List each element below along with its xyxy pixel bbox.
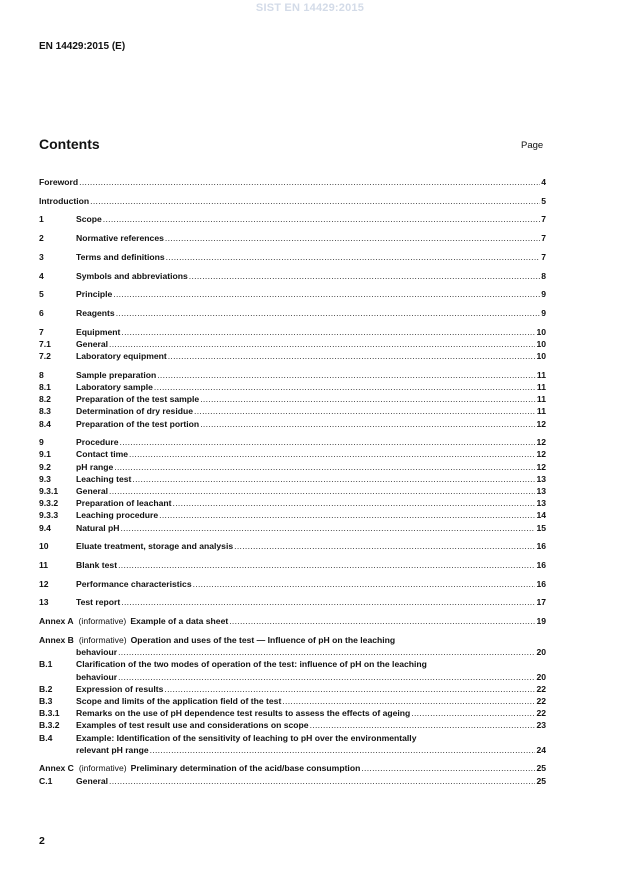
toc-leader-dots: [310, 719, 536, 731]
toc-entry-page: 22: [536, 695, 546, 706]
toc-leader-dots: [113, 288, 540, 300]
toc-entry-number: 7.2: [39, 351, 51, 362]
toc-leader-dots: [157, 369, 536, 381]
toc-entry[interactable]: [39, 634, 546, 658]
toc-entry-page: 11: [536, 394, 546, 405]
toc-entry[interactable]: [39, 497, 546, 509]
toc-entry-page: 16: [536, 560, 546, 571]
toc-entry-title: Preparation of the test portion: [76, 418, 200, 429]
toc-entry-page: 19: [536, 616, 546, 627]
toc-entry-title: Examples of test result use and considerations on scope: [76, 720, 309, 731]
toc-entry[interactable]: [39, 719, 546, 731]
toc-entry-number: C.1: [39, 775, 53, 786]
toc-entry-title: Example of a data sheet: [130, 616, 229, 627]
toc-entry-note: (informative): [78, 763, 127, 774]
toc-entry-number: 9.3: [39, 473, 51, 484]
toc-entry[interactable]: [39, 762, 546, 774]
table-of-contents: [39, 176, 546, 787]
toc-entry-title: Remarks on the use of pH dependence test results to assess the effects of ageing: [76, 708, 411, 719]
toc-entry[interactable]: [39, 658, 546, 682]
toc-entry-page: 20: [536, 671, 546, 682]
toc-leader-dots: [200, 418, 535, 430]
toc-entry-title: Eluate treatment, storage and analysis: [76, 541, 234, 552]
toc-entry-title: Performance characteristics: [76, 578, 192, 589]
toc-leader-dots: [229, 615, 535, 627]
toc-leader-dots: [79, 176, 540, 188]
toc-entry-title: pH range: [76, 461, 114, 472]
toc-leader-dots: [166, 251, 541, 263]
toc-entry-page: 11: [536, 369, 546, 380]
toc-entry[interactable]: [39, 393, 546, 405]
toc-entry-page: 13: [536, 473, 546, 484]
toc-leader-dots: [164, 683, 535, 695]
toc-leader-dots: [200, 393, 536, 405]
toc-entry-title: Example: Identification of the sensitivity of leaching to pH over the environmentally: [76, 732, 417, 743]
toc-leader-dots: [114, 461, 535, 473]
toc-leader-dots: [118, 671, 535, 683]
toc-leader-dots: [189, 270, 540, 282]
toc-entry-number: B.1: [39, 659, 53, 670]
toc-leader-dots: [173, 497, 536, 509]
toc-entry[interactable]: [39, 775, 546, 787]
toc-leader-dots: [118, 559, 535, 571]
toc-entry-title: Procedure: [76, 437, 119, 448]
toc-entry-page: 7: [541, 251, 546, 262]
toc-leader-dots: [120, 522, 535, 534]
toc-entry-number: 9.1: [39, 449, 51, 460]
toc-entry-title: Equipment: [76, 326, 121, 337]
toc-entry-title: Principle: [76, 289, 113, 300]
toc-entry-title: Leaching procedure: [76, 510, 159, 521]
toc-entry-number: 8.2: [39, 394, 51, 405]
toc-entry-page: 22: [536, 683, 546, 694]
toc-entry-number: B.4: [39, 732, 53, 743]
toc-entry[interactable]: [39, 436, 546, 448]
toc-entry-title: Blank test: [76, 560, 118, 571]
toc-entry-page: 10: [536, 326, 546, 337]
toc-entry-number: Annex A: [39, 616, 74, 627]
toc-leader-dots: [168, 350, 536, 362]
toc-entry-title: Operation and uses of the test — Influence of pH on the leaching: [130, 634, 396, 645]
toc-entry-title: Scope: [76, 214, 102, 225]
toc-entry[interactable]: [39, 176, 546, 188]
toc-entry-note: (informative): [78, 634, 127, 645]
toc-entry[interactable]: [39, 326, 546, 338]
toc-entry-title: behaviour: [76, 671, 118, 682]
toc-entry-number: 1: [39, 214, 44, 225]
toc-entry-number: B.2: [39, 683, 53, 694]
toc-entry-page: 11: [536, 381, 546, 392]
toc-entry[interactable]: [39, 338, 546, 350]
toc-entry-title: Symbols and abbreviations: [76, 270, 188, 281]
toc-entry[interactable]: [39, 418, 546, 430]
toc-entry-page: 13: [536, 498, 546, 509]
toc-entry-number: 9.2: [39, 461, 51, 472]
toc-entry-title: General: [76, 775, 109, 786]
toc-leader-dots: [193, 578, 536, 590]
toc-entry[interactable]: [39, 732, 546, 756]
toc-entry[interactable]: [39, 596, 546, 608]
toc-entry-title: relevant pH range: [76, 744, 149, 755]
toc-entry-page: 25: [536, 775, 546, 786]
toc-entry-title: Introduction: [39, 195, 90, 206]
toc-entry-number: 5: [39, 289, 44, 300]
toc-entry-page: 4: [541, 177, 546, 187]
toc-entry[interactable]: [39, 540, 546, 552]
page-column-label: Page: [521, 140, 544, 151]
toc-entry-title: Test report: [76, 597, 121, 608]
toc-entry-number: B.3: [39, 695, 53, 706]
toc-entry-page: 12: [536, 437, 546, 448]
toc-leader-dots: [103, 213, 540, 225]
toc-leader-dots: [361, 762, 535, 774]
toc-entry-page: 9: [541, 289, 546, 300]
toc-entry-title: Terms and definitions: [76, 251, 165, 262]
toc-leader-dots: [116, 307, 541, 319]
toc-leader-dots: [109, 338, 535, 350]
toc-leader-dots: [411, 707, 535, 719]
toc-entry[interactable]: [39, 448, 546, 460]
toc-entry-page: 12: [536, 461, 546, 472]
toc-entry-page: 13: [536, 486, 546, 497]
toc-leader-dots: [121, 326, 535, 338]
toc-entry-page: 12: [536, 449, 546, 460]
toc-entry[interactable]: [39, 405, 546, 417]
toc-entry[interactable]: [39, 485, 546, 497]
toc-entry[interactable]: [39, 381, 546, 393]
toc-entry-title: Preliminary determination of the acid/base consumption: [130, 763, 361, 774]
toc-entry-number: 8: [39, 369, 44, 380]
toc-entry-number: Annex B: [39, 634, 74, 645]
toc-entry-page: 17: [536, 597, 546, 608]
toc-leader-dots: [194, 405, 536, 417]
toc-leader-dots: [120, 436, 536, 448]
toc-entry-number: 7.1: [39, 338, 51, 349]
toc-entry-number: 4: [39, 270, 44, 281]
toc-leader-dots: [159, 509, 535, 521]
toc-leader-dots: [150, 744, 536, 756]
toc-leader-dots: [165, 232, 540, 244]
toc-entry-number: B.3.1: [39, 708, 60, 719]
toc-entry[interactable]: [39, 307, 546, 319]
toc-entry-title: Foreword: [39, 177, 79, 187]
toc-entry-title: General: [76, 338, 109, 349]
toc-entry-number: 9.3.2: [39, 498, 59, 509]
toc-entry-number: 7: [39, 326, 44, 337]
toc-leader-dots: [129, 448, 535, 460]
toc-entry-title: Sample preparation: [76, 369, 157, 380]
toc-entry-title: Expression of results: [76, 683, 164, 694]
toc-entry[interactable]: [39, 251, 546, 263]
toc-entry-page: 8: [541, 270, 546, 281]
toc-entry-title: Scope and limits of the application field of the test: [76, 695, 282, 706]
contents-title: Contents: [39, 136, 100, 152]
toc-entry-page: 23: [536, 720, 546, 731]
toc-entry-number: Annex C: [39, 763, 74, 774]
toc-leader-dots: [282, 695, 535, 707]
watermark: SIST EN 14429:2015: [255, 2, 365, 14]
toc-entry-title: General: [76, 486, 109, 497]
document-id: EN 14429:2015 (E): [39, 41, 126, 52]
toc-leader-dots: [234, 540, 535, 552]
toc-entry-number: 10: [39, 541, 49, 552]
toc-entry[interactable]: [39, 232, 546, 244]
toc-entry-page: 10: [536, 338, 546, 349]
toc-entry-page: 15: [536, 522, 546, 533]
toc-entry-number: 12: [39, 578, 49, 589]
toc-entry-title: Leaching test: [76, 473, 132, 484]
toc-entry-title: Normative references: [76, 233, 164, 244]
toc-entry-page: 16: [536, 541, 546, 552]
toc-entry-page: 14: [536, 510, 546, 521]
toc-entry-page: 20: [536, 647, 546, 658]
toc-entry-page: 7: [541, 214, 546, 225]
toc-entry[interactable]: [39, 213, 546, 225]
toc-entry-page: 11: [536, 406, 546, 417]
toc-entry-title: Laboratory equipment: [76, 351, 167, 362]
toc-leader-dots: [121, 596, 535, 608]
toc-entry-number: 6: [39, 307, 44, 318]
toc-entry-number: 9.3.1: [39, 486, 59, 497]
toc-entry-page: 25: [536, 763, 546, 774]
toc-entry-number: 9.3.3: [39, 510, 59, 521]
toc-leader-dots: [154, 381, 536, 393]
toc-entry[interactable]: [39, 195, 546, 207]
toc-leader-dots: [109, 485, 535, 497]
toc-entry-title: behaviour: [76, 647, 118, 658]
toc-entry-page: 9: [541, 307, 546, 318]
toc-entry-page: 5: [541, 195, 546, 206]
toc-entry[interactable]: [39, 369, 546, 381]
toc-entry-number: 8.1: [39, 381, 51, 392]
toc-entry-number: 13: [39, 597, 49, 608]
toc-entry-title: Clarification of the two modes of operation of the test: influence of pH on the leaching: [76, 659, 427, 670]
toc-entry-number: 2: [39, 233, 44, 244]
toc-entry[interactable]: [39, 615, 546, 627]
toc-entry-number: 3: [39, 251, 44, 262]
toc-entry[interactable]: [39, 288, 546, 300]
toc-entry[interactable]: [39, 473, 546, 485]
toc-entry-page: 12: [536, 418, 546, 429]
toc-entry-number: 11: [39, 560, 49, 571]
toc-entry-page: 22: [536, 708, 546, 719]
toc-entry[interactable]: [39, 350, 546, 362]
toc-entry-page: 7: [541, 233, 546, 244]
toc-entry[interactable]: [39, 578, 546, 590]
toc-entry[interactable]: [39, 461, 546, 473]
toc-leader-dots: [118, 646, 535, 658]
toc-entry[interactable]: [39, 509, 546, 521]
toc-entry[interactable]: [39, 522, 546, 534]
toc-entry[interactable]: [39, 695, 546, 707]
toc-entry-title: Natural pH: [76, 522, 120, 533]
toc-entry-title: Reagents: [76, 307, 115, 318]
toc-entry-number: 8.4: [39, 418, 51, 429]
toc-entry-page: 24: [536, 744, 546, 755]
toc-entry-note: (informative): [78, 616, 127, 627]
toc-entry-title: Preparation of the test sample: [76, 394, 200, 405]
toc-leader-dots: [90, 195, 540, 207]
toc-entry-number: B.3.2: [39, 720, 60, 731]
toc-entry-page: 16: [536, 578, 546, 589]
toc-entry-number: 9.4: [39, 522, 51, 533]
toc-entry[interactable]: [39, 683, 546, 695]
toc-entry-number: 9: [39, 437, 44, 448]
toc-entry-title: Laboratory sample: [76, 381, 153, 392]
toc-entry-title: Determination of dry residue: [76, 406, 193, 417]
toc-entry-page: 10: [536, 351, 546, 362]
toc-leader-dots: [132, 473, 535, 485]
toc-entry-title: Preparation of leachant: [76, 498, 172, 509]
toc-entry-title: Contact time: [76, 449, 129, 460]
toc-entry-number: 8.3: [39, 406, 51, 417]
toc-leader-dots: [109, 775, 535, 787]
toc-entry[interactable]: [39, 707, 546, 719]
page-number: 2: [39, 835, 45, 847]
toc-entry[interactable]: [39, 559, 546, 571]
toc-entry[interactable]: [39, 270, 546, 282]
